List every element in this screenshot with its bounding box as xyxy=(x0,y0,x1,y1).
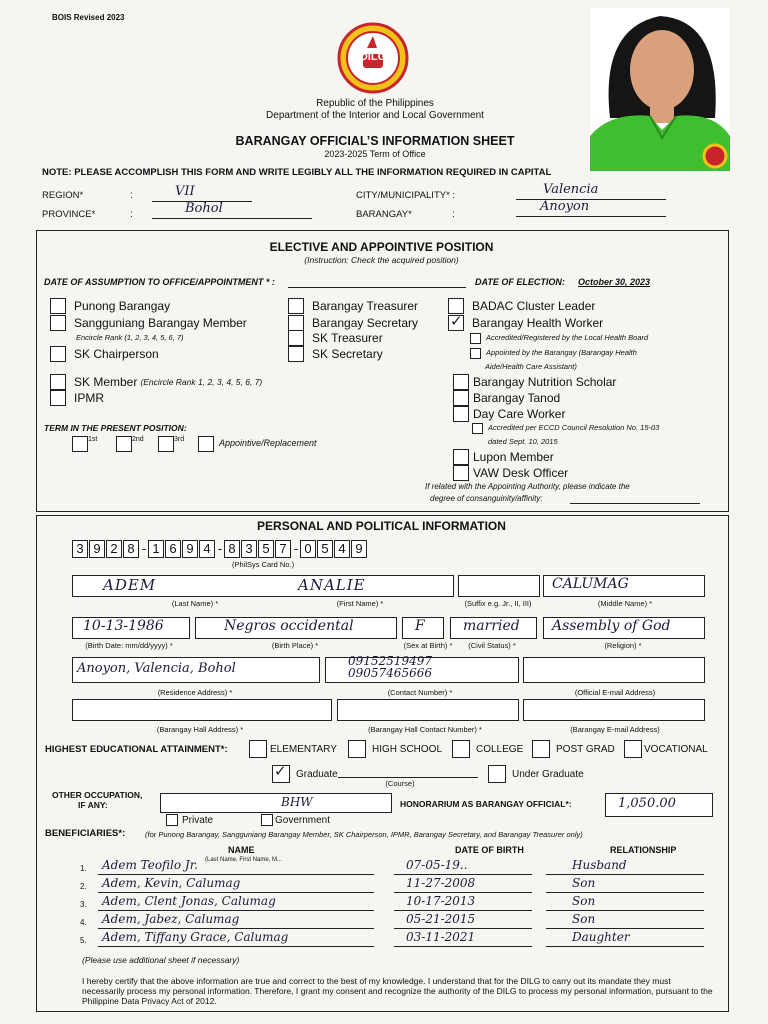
checkbox[interactable] xyxy=(249,740,267,758)
beneficiary-rel-line xyxy=(546,946,704,947)
checkbox[interactable] xyxy=(472,423,483,434)
email-field[interactable] xyxy=(523,657,705,683)
course-label: (Course) xyxy=(385,779,415,788)
republic-text: Republic of the Philippines xyxy=(316,98,434,109)
beneficiary-dob-line xyxy=(394,910,532,911)
barangay-label: BARANGAY* xyxy=(356,209,412,220)
opt-bhw[interactable]: ✓Barangay Health Worker xyxy=(448,315,603,331)
checkbox[interactable] xyxy=(470,333,481,344)
philsys-dash: - xyxy=(217,541,223,556)
beneficiary-name[interactable]: Adem, Jabez, Calumag xyxy=(102,912,240,926)
col-name: NAME xyxy=(228,845,255,855)
brgy-email-field[interactable] xyxy=(523,699,705,721)
occupation-label: OTHER OCCUPATION, xyxy=(52,790,143,800)
beneficiary-row xyxy=(72,894,712,912)
philsys-digit: 1 xyxy=(148,540,164,558)
position-section xyxy=(36,230,729,512)
religion-label: (Religion) * xyxy=(604,641,642,650)
beneficiary-name-line xyxy=(98,892,374,893)
consanguinity-line xyxy=(570,503,700,504)
barangay-value[interactable]: Anoyon xyxy=(540,199,590,214)
additional-sheet-note: (Please use additional sheet if necessary) xyxy=(82,955,240,965)
col-name-sub: (Last Name, First Name, M... xyxy=(205,857,283,863)
opt-bhw-appointed[interactable]: Appointed by the Barangay (Barangay Health xyxy=(470,348,637,359)
beneficiary-name-line xyxy=(98,874,374,875)
philsys-digit: 3 xyxy=(241,540,257,558)
beneficiary-name[interactable]: Adem, Tiffany Grace, Calumag xyxy=(102,930,289,944)
contact-label: (Contact Number) * xyxy=(387,688,453,697)
bhw-appointed-cont: Aide/Health Care Assistant) xyxy=(485,362,577,371)
honorarium-field[interactable]: 1,050.00 xyxy=(605,793,713,817)
beneficiaries-note: (for Punong Barangay, Sangguniang Barangay Member, SK Chairperson, IPMR, Barangay Secretary, and Barangay Treasurer only) xyxy=(145,830,583,839)
philsys-dash: - xyxy=(293,541,299,556)
opt-lupon[interactable]: Lupon Member xyxy=(453,449,554,465)
email-label: (Official E-mail Address) xyxy=(574,688,656,697)
occ-government[interactable]: Government xyxy=(261,814,330,826)
beneficiary-number: 3. xyxy=(80,900,87,909)
middle-name-label: (Middle Name) * xyxy=(597,599,653,608)
term-appointive[interactable]: Appointive/Replacement xyxy=(198,436,317,452)
beneficiary-row xyxy=(72,876,712,894)
sex-field[interactable]: F xyxy=(402,617,444,639)
philsys-digit: 4 xyxy=(334,540,350,558)
course-line xyxy=(338,777,478,778)
beneficiary-dob[interactable]: 05-21-2015 xyxy=(406,912,476,926)
residence-label: (Residence Address) * xyxy=(157,688,233,697)
opt-ipmr[interactable]: IPMR xyxy=(50,390,104,406)
beneficiary-row xyxy=(72,912,712,930)
opt-sk-secretary[interactable]: SK Secretary xyxy=(288,346,383,362)
beneficiary-dob[interactable]: 03-11-2021 xyxy=(406,930,476,944)
checkbox[interactable] xyxy=(288,298,304,314)
occ-private[interactable]: Private xyxy=(166,814,213,826)
certification-text: I hereby certify that the above information are true and correct to the best of my knowledge. I understand that for the DILG to carry out its mandate they must necessarily process my personal information. Therefore, I grant my consent and recognize the authority of the DILG to process my personal information, pursuant to the Philippine Data Privacy Act of 2012. xyxy=(82,976,713,1006)
philsys-digit: 0 xyxy=(300,540,316,558)
graduate-option[interactable]: ✓Graduate xyxy=(272,765,338,783)
philsys-digit: 3 xyxy=(72,540,88,558)
last-name-field[interactable]: ADEM xyxy=(72,575,320,597)
checkbox[interactable] xyxy=(50,346,66,362)
checkbox[interactable] xyxy=(488,765,506,783)
philsys-digit: 9 xyxy=(351,540,367,558)
form-note: NOTE: PLEASE ACCOMPLISH THIS FORM AND WRITE LEGIBLY ALL THE INFORMATION REQUIRED IN CAPITAL xyxy=(42,167,552,178)
philsys-digit: 9 xyxy=(182,540,198,558)
occupation-field[interactable]: BHW xyxy=(160,793,392,813)
beneficiaries-label: BENEFICIARIES*: xyxy=(45,828,126,839)
checkbox[interactable] xyxy=(288,346,304,362)
philsys-dash: - xyxy=(141,541,147,556)
beneficiary-name[interactable]: Adem, Kevin, Calumag xyxy=(102,876,241,890)
educ-elementary[interactable]: ELEMENTARY xyxy=(249,740,337,758)
philsys-digit: 8 xyxy=(224,540,240,558)
beneficiary-relationship[interactable]: Son xyxy=(572,876,596,890)
last-name-label: (Last Name) * xyxy=(171,599,219,608)
checkbox[interactable] xyxy=(50,298,66,314)
checkbox[interactable] xyxy=(470,348,481,359)
province-label: PROVINCE* xyxy=(42,209,96,220)
undergrad-option[interactable]: Under Graduate xyxy=(488,765,584,783)
opt-secretary[interactable]: Barangay Secretary xyxy=(288,315,418,331)
middle-name-field[interactable]: CALUMAG xyxy=(543,575,705,597)
election-label: DATE OF ELECTION: xyxy=(475,277,565,287)
term-third[interactable]: 3rd xyxy=(158,436,184,452)
opt-badac[interactable]: BADAC Cluster Leader xyxy=(448,298,595,314)
term-second[interactable]: 2nd xyxy=(116,436,144,452)
beneficiary-rel-line xyxy=(546,910,704,911)
checkbox[interactable] xyxy=(624,740,642,758)
opt-sk-chair[interactable]: SK Chairperson xyxy=(50,346,159,362)
opt-tanod[interactable]: Barangay Tanod xyxy=(453,390,560,406)
education-label: HIGHEST EDUCATIONAL ATTAINMENT*: xyxy=(45,744,228,755)
province-value[interactable]: Bohol xyxy=(185,201,223,216)
daycare-dated: dated Sept. 10, 2015 xyxy=(488,437,558,446)
beneficiary-name-line xyxy=(98,928,374,929)
brgy-email-label: (Barangay E-mail Address) xyxy=(570,725,660,734)
educ-college[interactable]: COLLEGE xyxy=(452,740,523,758)
beneficiary-dob[interactable]: 10-17-2013 xyxy=(406,894,476,908)
beneficiary-dob-line xyxy=(394,874,532,875)
opt-daycare-accredited[interactable]: Accredited per ECCD Council Resolution No. 15-03 xyxy=(472,423,659,434)
opt-treasurer[interactable]: Barangay Treasurer xyxy=(288,298,418,314)
religion-field[interactable]: Assembly of God xyxy=(543,617,705,639)
first-name-field[interactable]: ANALIE xyxy=(263,575,454,597)
suffix-label: (Suffix e.g. Jr., II, III) xyxy=(464,599,532,608)
beneficiary-number: 2. xyxy=(80,882,87,891)
birth-place-field[interactable]: Negros occidental xyxy=(195,617,397,639)
beneficiary-number: 5. xyxy=(80,936,87,945)
department-text: Department of the Interior and Local Government xyxy=(266,110,484,121)
term-of-office: 2023-2025 Term of Office xyxy=(324,149,426,159)
opt-sk-treasurer[interactable]: SK Treasurer xyxy=(288,330,383,346)
city-label: CITY/MUNICIPALITY* : xyxy=(356,190,456,201)
checkbox[interactable] xyxy=(166,814,178,826)
philsys-digit: 2 xyxy=(106,540,122,558)
educ-vocational[interactable]: VOCATIONAL xyxy=(624,740,708,758)
assumption-line xyxy=(288,287,466,288)
first-name-label: (First Name) * xyxy=(336,599,384,608)
hall-address-field[interactable] xyxy=(72,699,332,721)
consanguinity-label: degree of consanguinity/affinity: xyxy=(430,494,543,503)
beneficiary-relationship[interactable]: Son xyxy=(572,912,596,926)
col-relationship: RELATIONSHIP xyxy=(610,845,677,855)
checkbox[interactable] xyxy=(453,406,469,422)
birth-date-field[interactable]: 10-13-1986 xyxy=(72,617,190,639)
checkbox[interactable] xyxy=(288,330,304,346)
philsys-digit: 7 xyxy=(275,540,291,558)
checkbox[interactable] xyxy=(116,436,132,452)
checkbox[interactable] xyxy=(452,740,470,758)
beneficiary-number: 4. xyxy=(80,918,87,927)
hall-contact-field[interactable] xyxy=(337,699,519,721)
beneficiary-name-line xyxy=(98,946,374,947)
philsys-digit: 9 xyxy=(89,540,105,558)
honorarium-label: HONORARIUM AS BARANGAY OFFICIAL*: xyxy=(400,799,572,809)
educ-highschool[interactable]: HIGH SCHOOL xyxy=(348,740,442,758)
civil-status-label: (Civil Status) * xyxy=(468,641,516,650)
contact-field[interactable]: 09152519497 09057465666 xyxy=(325,657,519,683)
col-dob: DATE OF BIRTH xyxy=(455,845,524,855)
beneficiary-row xyxy=(72,858,712,876)
philsys-label: (PhilSys Card No.) xyxy=(232,560,295,569)
beneficiary-name-line xyxy=(98,910,374,911)
beneficiary-rel-line xyxy=(546,892,704,893)
dilg-seal xyxy=(337,22,409,94)
beneficiary-dob[interactable]: 11-27-2008 xyxy=(406,876,476,890)
beneficiary-name[interactable]: Adem, Clent Jonas, Calumag xyxy=(102,894,276,908)
form-title: BARANGAY OFFICIAL’S INFORMATION SHEET xyxy=(235,134,515,148)
philsys-digit: 6 xyxy=(165,540,181,558)
hall-contact-label: (Barangay Hall Contact Number) * xyxy=(368,725,482,734)
residence-field[interactable]: Anoyon, Valencia, Bohol xyxy=(72,657,320,683)
beneficiary-row xyxy=(72,930,712,948)
checkbox-checked[interactable] xyxy=(272,765,290,783)
related-note: If related with the Appointing Authority, please indicate the xyxy=(425,482,630,491)
beneficiary-dob-line xyxy=(394,928,532,929)
beneficiary-rel-line xyxy=(546,928,704,929)
philsys-digit: 8 xyxy=(123,540,139,558)
term-first[interactable]: 1st xyxy=(72,436,97,452)
philsys-digit: 5 xyxy=(317,540,333,558)
term-label: TERM IN THE PRESENT POSITION: xyxy=(44,423,187,433)
checkbox[interactable] xyxy=(72,436,88,452)
beneficiary-relationship[interactable]: Son xyxy=(572,894,596,908)
birth-place-label: (Birth Place) * xyxy=(271,641,319,650)
assumption-label: DATE OF ASSUMPTION TO OFFICE/APPOINTMENT * : xyxy=(44,277,275,287)
region-value[interactable]: VII xyxy=(175,184,195,199)
beneficiary-rel-line xyxy=(546,874,704,875)
opt-daycare[interactable]: Day Care Worker xyxy=(453,406,565,422)
beneficiary-name[interactable]: Adem Teofilo Jr. xyxy=(102,858,198,872)
election-date: October 30, 2023 xyxy=(578,277,651,287)
position-title: ELECTIVE AND APPOINTIVE POSITION xyxy=(269,240,494,254)
province-line xyxy=(152,218,312,219)
barangay-line xyxy=(516,216,666,217)
checkbox[interactable] xyxy=(50,315,66,331)
opt-sk-member[interactable]: SK Member (Encircle Rank 1, 2, 3, 4, 5, 6, 7) xyxy=(50,374,262,390)
beneficiary-dob[interactable]: 07-05-19.. xyxy=(406,858,468,872)
dilg-logo-text: DILG xyxy=(359,51,387,63)
occupation-ifany: IF ANY: xyxy=(78,800,108,810)
checkbox[interactable] xyxy=(288,315,304,331)
educ-postgrad[interactable]: POST GRAD xyxy=(532,740,615,758)
suffix-field[interactable] xyxy=(458,575,540,597)
form-revision: BOIS Revised 2023 xyxy=(52,13,125,22)
city-value[interactable]: Valencia xyxy=(543,182,599,197)
id-photo xyxy=(590,8,730,171)
beneficiary-dob-line xyxy=(394,892,532,893)
position-instruction: (Instruction: Check the acquired position) xyxy=(304,255,459,265)
checkbox[interactable] xyxy=(261,814,273,826)
checkbox-checked[interactable] xyxy=(448,315,464,331)
checkbox[interactable] xyxy=(50,390,66,406)
checkbox[interactable] xyxy=(453,390,469,406)
civil-status-field[interactable]: married xyxy=(450,617,537,639)
opt-bhw-accredited[interactable]: Accredited/Registered by the Local Health Board xyxy=(470,333,648,344)
checkbox[interactable] xyxy=(158,436,174,452)
city-line xyxy=(516,199,666,200)
checkbox[interactable] xyxy=(198,436,214,452)
region-label: REGION* xyxy=(42,190,84,201)
sex-label: (Sex at Birth) * xyxy=(403,641,453,650)
checkbox[interactable] xyxy=(453,449,469,465)
opt-punong[interactable]: Punong Barangay xyxy=(50,298,170,314)
philsys-digit: 4 xyxy=(199,540,215,558)
beneficiary-dob-line xyxy=(394,946,532,947)
hall-address-label: (Barangay Hall Address) * xyxy=(156,725,244,734)
philsys-digit: 5 xyxy=(258,540,274,558)
checkbox[interactable] xyxy=(453,374,469,390)
encircle-rank: Encircle Rank (1, 2, 3, 4, 5, 6, 7) xyxy=(76,333,184,342)
beneficiary-number: 1. xyxy=(80,864,87,873)
beneficiary-relationship[interactable]: Husband xyxy=(572,858,627,872)
opt-nutrition[interactable]: Barangay Nutrition Scholar xyxy=(453,374,616,390)
opt-vaw[interactable]: VAW Desk Officer xyxy=(453,465,568,481)
checkbox[interactable] xyxy=(532,740,550,758)
philsys-boxes[interactable] xyxy=(72,540,368,558)
checkbox[interactable] xyxy=(453,465,469,481)
birth-date-label: (Birth Date: mm/dd/yyyy) * xyxy=(85,641,173,650)
personal-title: PERSONAL AND POLITICAL INFORMATION xyxy=(257,519,506,533)
checkbox[interactable] xyxy=(50,374,66,390)
opt-sanggunian[interactable]: Sangguniang Barangay Member xyxy=(50,315,247,331)
beneficiary-relationship[interactable]: Daughter xyxy=(572,930,630,944)
checkbox[interactable] xyxy=(348,740,366,758)
